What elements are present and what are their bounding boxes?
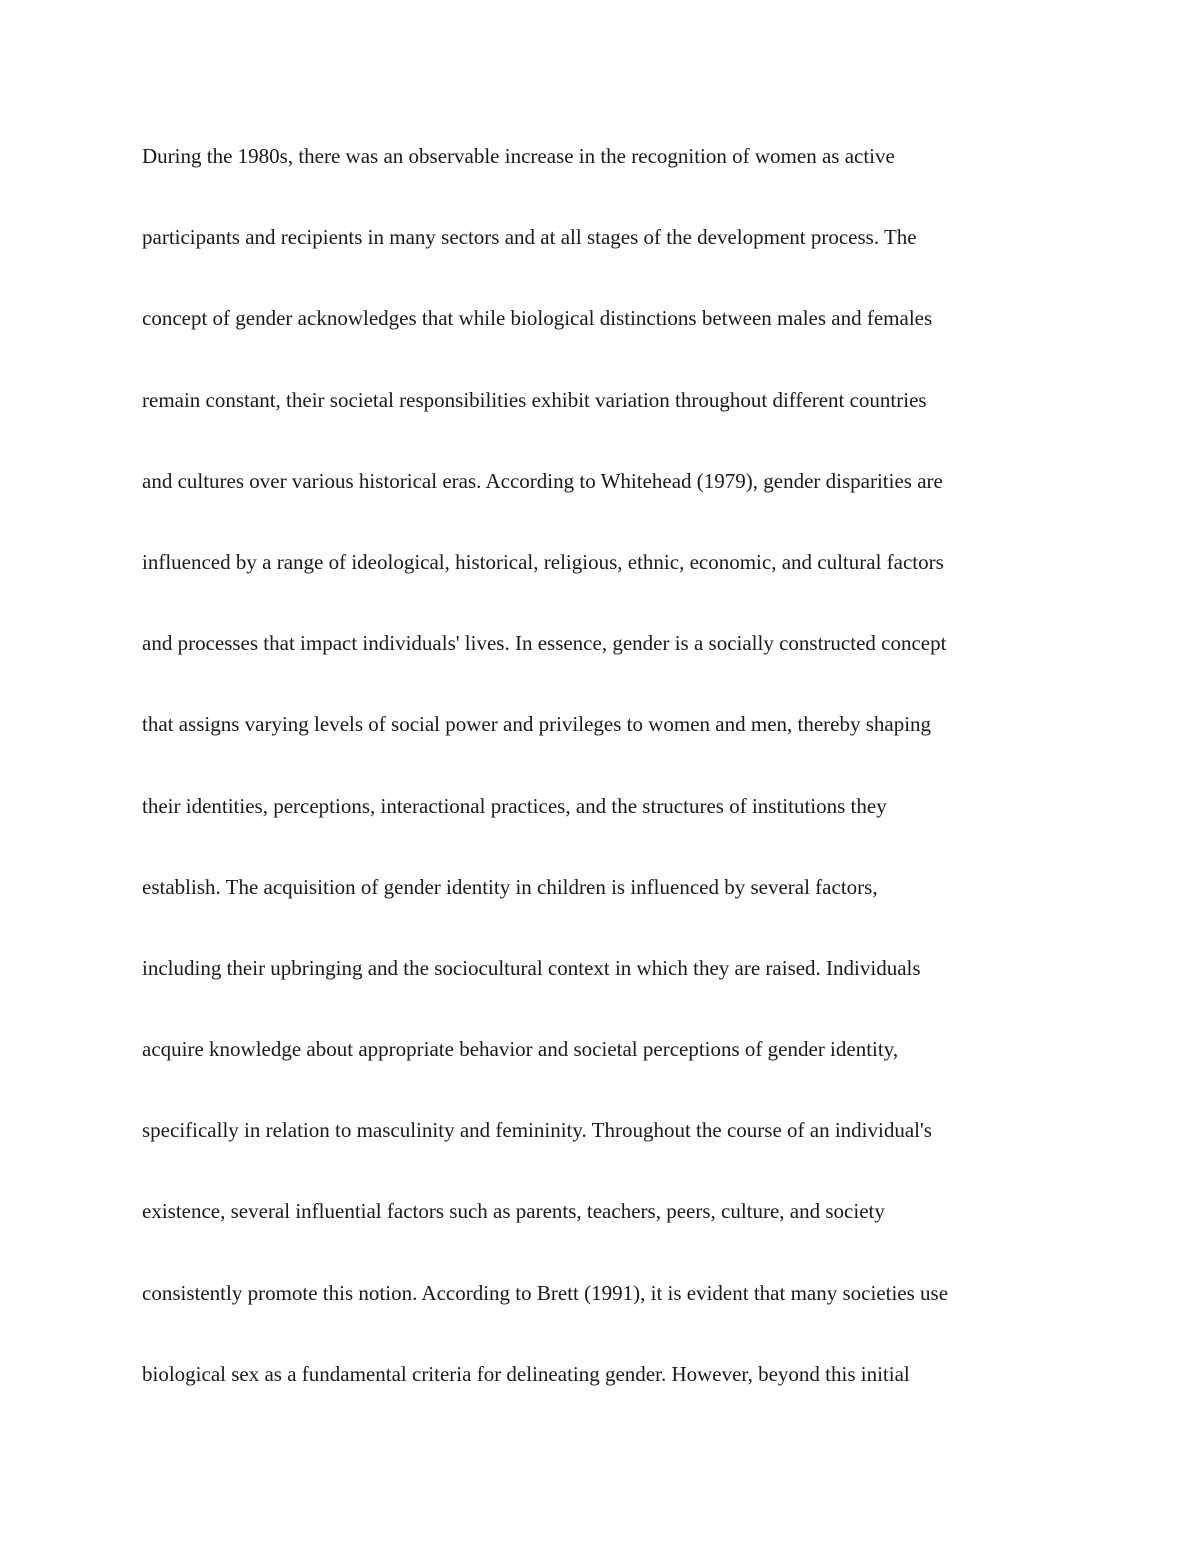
text-line-7: and processes that impact individuals' lives. In essence, gender is a socially constructed concept	[142, 631, 947, 656]
text-line-6: influenced by a range of ideological, historical, religious, ethnic, economic, and cultural factors	[142, 549, 944, 574]
text-line-9: their identities, perceptions, interactional practices, and the structures of institutions they	[142, 793, 887, 818]
text-line-4: remain constant, their societal responsibilities exhibit variation throughout different countries	[142, 387, 927, 412]
text-line-12: acquire knowledge about appropriate behavior and societal perceptions of gender identity,	[142, 1037, 899, 1062]
text-line-2: participants and recipients in many sectors and at all stages of the development process. The	[142, 225, 917, 250]
body-paragraph	[142, 136, 948, 1435]
text-line-5: and cultures over various historical eras. According to Whitehead (1979), gender disparities are	[142, 468, 943, 493]
text-line-3: concept of gender acknowledges that while biological distinctions between males and females	[142, 306, 933, 331]
text-line-10: establish. The acquisition of gender identity in children is influenced by several factors,	[142, 874, 878, 899]
text-line-16: biological sex as a fundamental criteria for delineating gender. However, beyond this initial	[142, 1361, 910, 1386]
text-line-14: existence, several influential factors such as parents, teachers, peers, culture, and society	[142, 1199, 885, 1224]
text-line-15: consistently promote this notion. According to Brett (1991), it is evident that many societies use	[142, 1280, 949, 1305]
text-line-1: During the 1980s, there was an observable increase in the recognition of women as active	[142, 144, 895, 168]
text-line-8: that assigns varying levels of social power and privileges to women and men, thereby shaping	[142, 712, 932, 737]
text-line-11: including their upbringing and the sociocultural context in which they are raised. Individuals	[142, 955, 921, 980]
text-line-13: specifically in relation to masculinity and femininity. Throughout the course of an individual's	[142, 1118, 932, 1143]
